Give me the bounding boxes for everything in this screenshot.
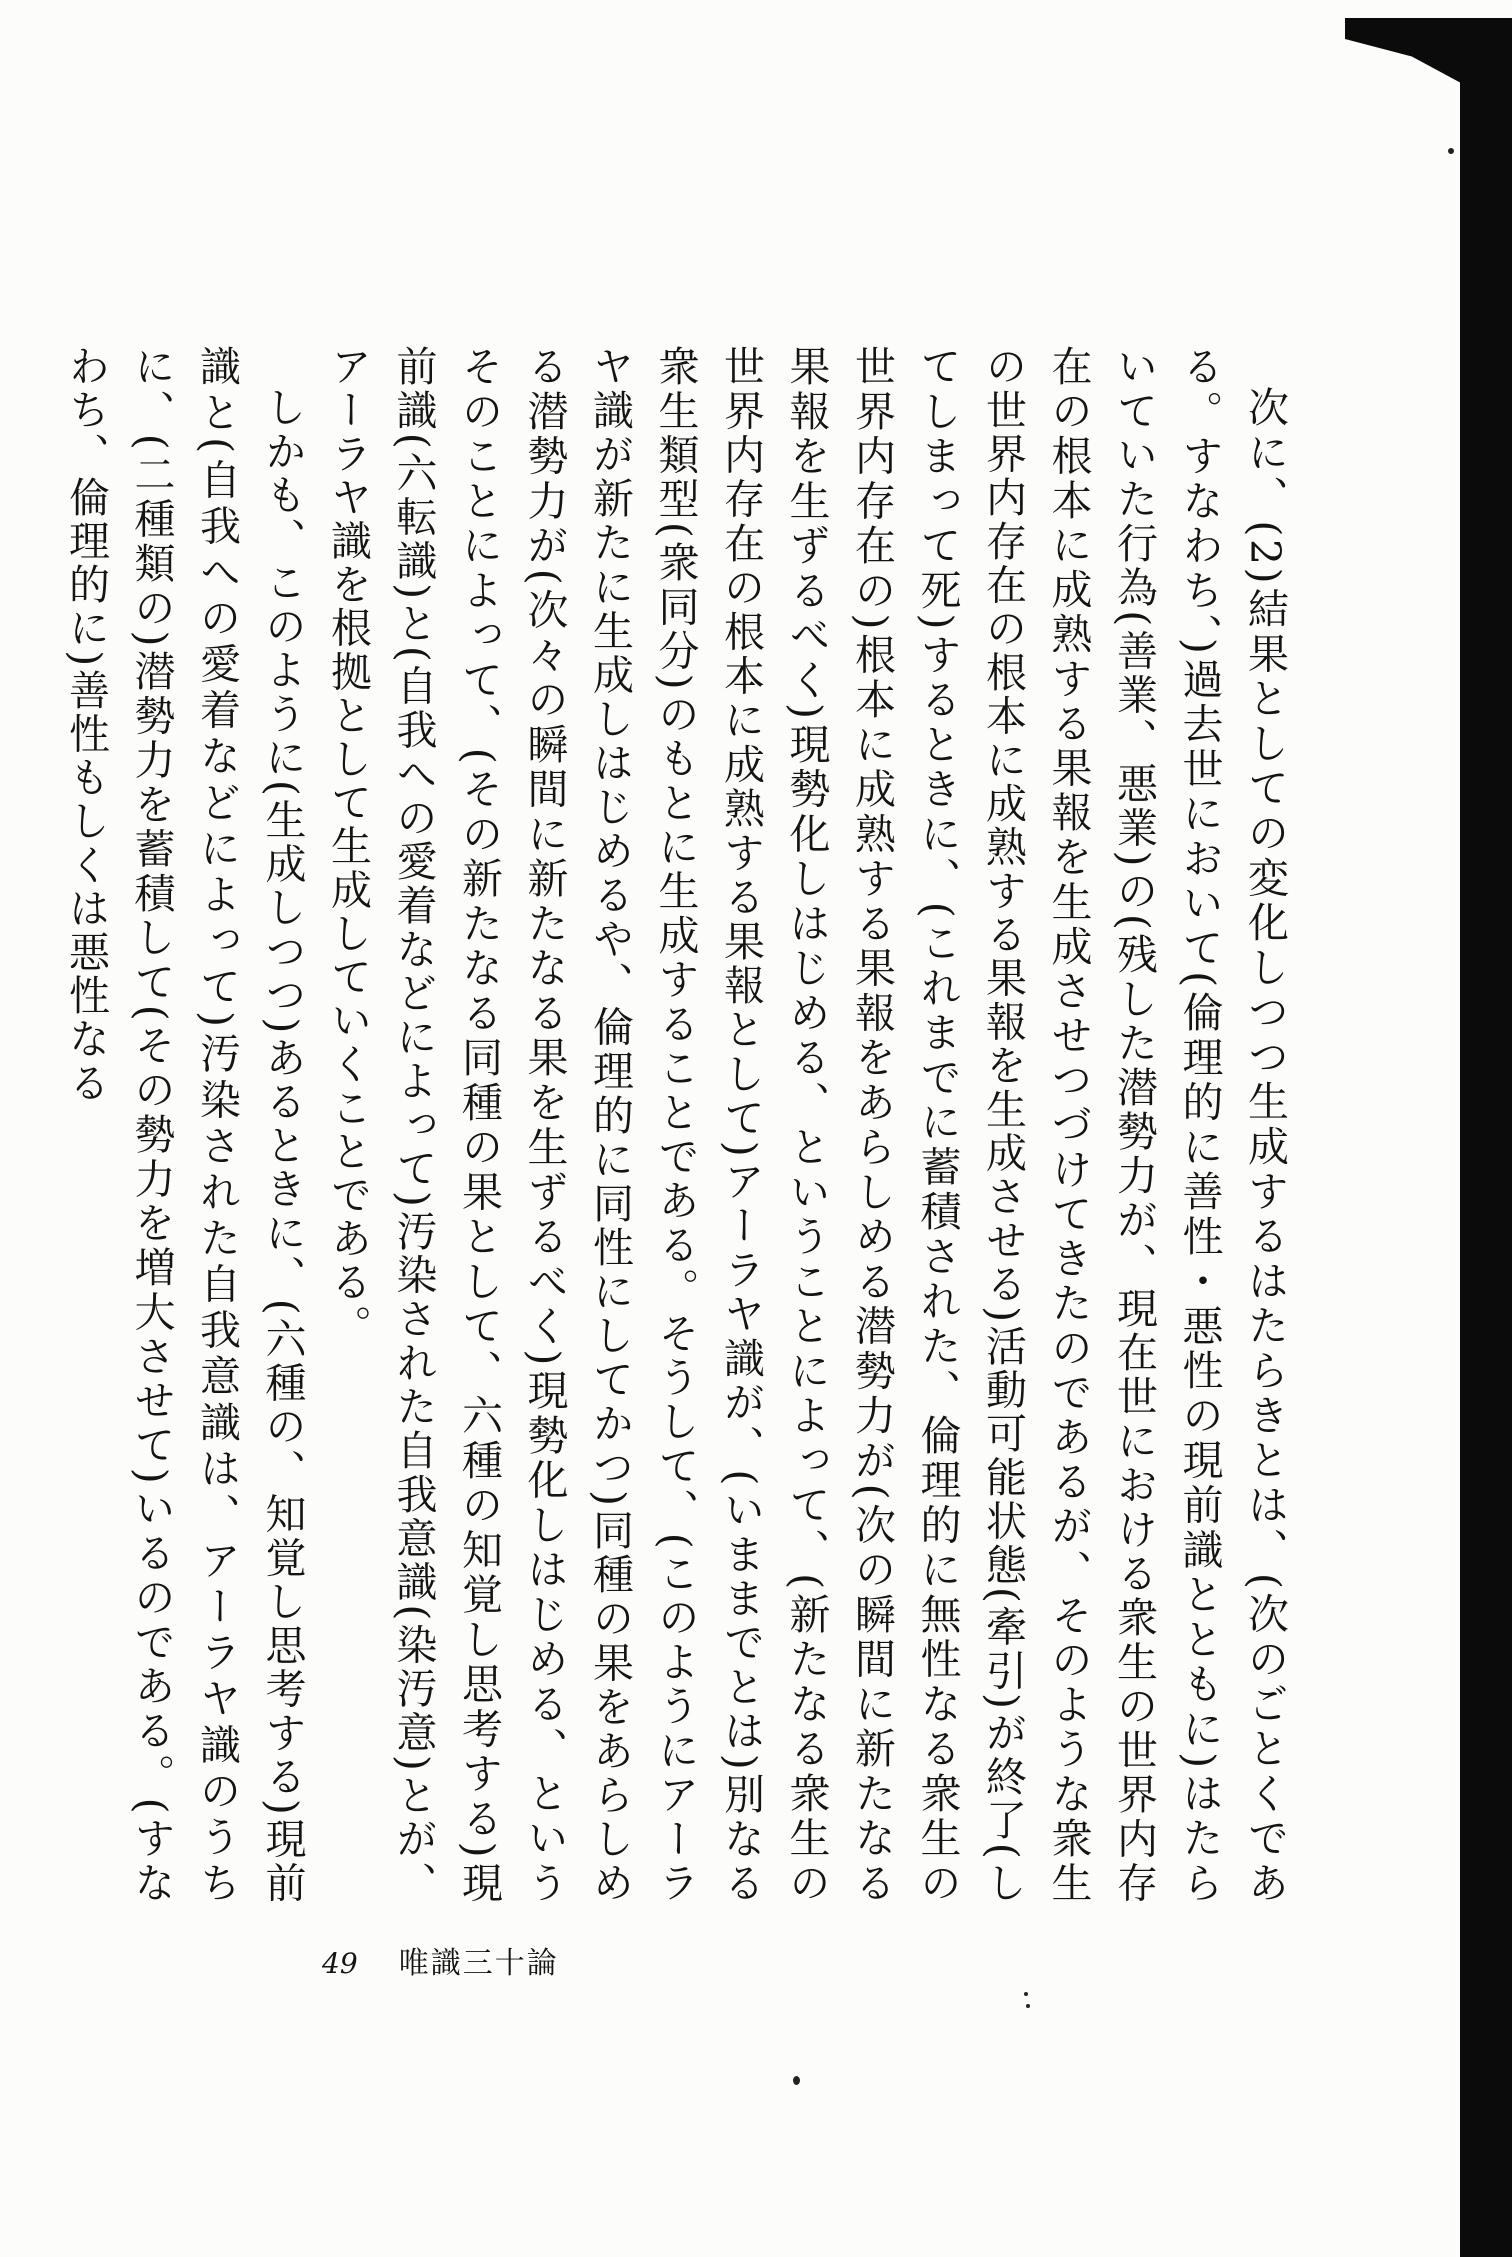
page-footer xyxy=(322,1938,559,1982)
scan-speck xyxy=(1026,2004,1030,2008)
scan-speck xyxy=(1024,1992,1028,1996)
paragraph-1: 次に、(2)結果としての変化しつつ生成するはたらきとは、(次のごとくである。すなわち、)過去世において(倫理的に善性・悪性の現前識とともに)はたらいていた行為(善業、悪業)の(残した潜勢力が、現在世における衆生の世界内存在の根本に成熟する果報を生成させつづけてきたのであるが、そのような衆生の世界内存在の根本に成熟する果報を生成させる)活動可能状態(牽引)が終了(してしまって死)するときに、(これまでに蓄積された、倫理的に無性なる衆生の世界内存在の)根本に成熟する果報をあらしめる潜勢力が(次の瞬間に新たなる果報を生ずるべく)現勢化しはじめる、ということによって、(新たなる衆生の世界内存在の根本に成熟する果報として)アーラヤ識が、(いままでとは)別なる衆生類型(衆同分)のもとに生成することである。そうして、(このようにアーラヤ識が新たに生成しはじめるや、倫理的に同性にしてかつ)同種の果をあらしめる潜勢力が(次々の瞬間に新たなる果を生ずるべく)現勢化しはじめる、というそのことによって、(その新たなる同種の果として、六種の知覚し思考する)現前識(六転識)と(自我への愛着などによって)汚染された自我意識(染汚意)とが、アーラヤ識を根拠として生成していくことである。 xyxy=(324,345,1289,1905)
body-text xyxy=(53,345,1298,1905)
scan-edge-shadow xyxy=(1460,40,1512,2257)
running-title: 唯識三十論 xyxy=(398,1946,559,1981)
scan-speck xyxy=(1448,148,1454,154)
scan-speck xyxy=(793,2076,800,2085)
page-number: 49 xyxy=(322,1947,358,1980)
paragraph-2: しかも、このように(生成しつつ)あるときに、(六種の、知覚し思考する)現前識と(自我への愛着などによって)汚染された自我意識は、アーラヤ識のうちに、(二種類の)潜勢力を蓄積して(その勢力を増大させて)いるのである。(すなわち、倫理的に)善性もしくは悪性なる xyxy=(62,345,307,1905)
